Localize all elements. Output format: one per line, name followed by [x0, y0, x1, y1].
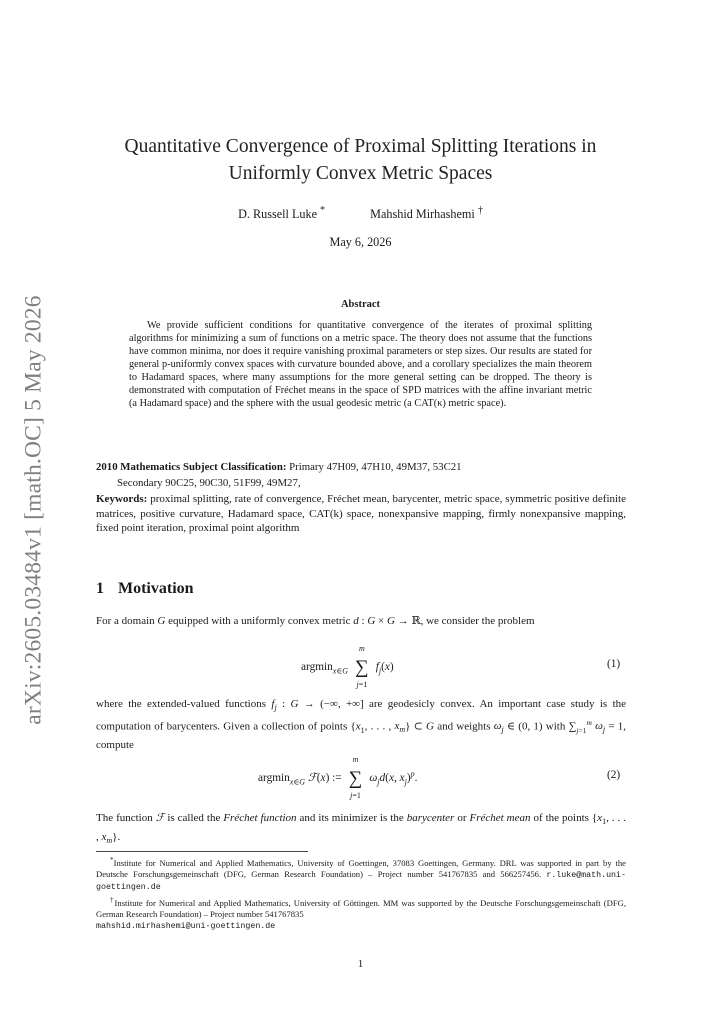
authors — [0, 205, 721, 222]
msc-primary: 2010 Mathematics Subject Classification: Primary 47H09, 47H10, 49M37, 53C21 — [96, 461, 462, 473]
section-heading: 1 Motivation — [96, 580, 194, 597]
paragraph-3: The function ℱ is called the Fréchet function and its minimizer is the barycenter or Fréchet mean of the points {$x_1$, . . . , $x_m$}. — [96, 812, 626, 845]
footnote-1-email[interactable]: r.luke@math.uni-goettingen.de — [96, 870, 626, 892]
arxiv-side-stamp: arXiv:2605.03484v1 [math.OC] 5 May 2026 — [20, 295, 47, 725]
abstract-body — [129, 319, 592, 410]
author-2: Mahshid Mirhashemi † — [370, 205, 483, 222]
date: May 6, 2026 — [329, 235, 392, 249]
paper-title — [0, 133, 721, 187]
paragraph-1: For a domain G equipped with a uniformly convex metric d : G × G → ℝ, we consider the problem — [96, 615, 535, 627]
footnote-1: *Institute for Numerical and Applied Mathematics, University of Goettingen, 37083 Goettingen, Germany. DRL was supported in part by the Deutsche Forschungsgemeinschaft (DFG, German Research Foundation) – Project number 541767835 and 566257456. r.luke@math.uni-goettingen.de — [96, 856, 626, 892]
paragraph-2: where the extended-valued functions $f_j$ : G → (−∞, +∞] are geodesicly convex. An important case study is the computation of barycenters. Given a collection of points {$x_1$, . . . , $x_m$} ⊂ G and weights $\omega_j$ ∈ (0, 1) with $\sum_{j=1}^m$ $\omega_j = 1$, compute — [96, 698, 627, 752]
abstract-heading: Abstract — [340, 299, 381, 310]
msc-secondary: Secondary 90C25, 90C30, 51F99, 49M27, — [117, 477, 301, 489]
equation-1-number: (1) — [607, 658, 621, 670]
footnote-2-email[interactable]: mahshid.mirhashemi@uni-goettingen.de — [96, 921, 276, 931]
page-number: 1 — [357, 958, 364, 970]
title-line-1: Quantitative Convergence of Proximal Splitting Iterations in — [124, 136, 597, 157]
title-line-2: Uniformly Convex Metric Spaces — [228, 163, 493, 184]
abstract-text: We provide sufficient conditions for quantitative convergence of the iterates of proximal splitting algorithms for minimizing a sum of functions on a metric space. The theory does not assume that the functions have common minima, nor does it require vanishing proximal parameters or step sizes. Our results are stated for general p-uniformly convex spaces with curvature bounded above, and a corollary specializes the main theorem to Hadamard spaces, where many assumptions for the more general setting can be dropped. The theory is demonstrated with computation of Fréchet means in the space of SPD matrices with the affine invariant metric (a Hadamard space) and the sphere with the usual geodesic metric (a CAT(κ) metric space). — [129, 320, 592, 409]
footnote-rule — [96, 851, 308, 852]
footnote-2: †Institute for Numerical and Applied Mathematics, University of Göttingen. MM was supported by the Deutsche Forschungsgemeinschaft (DFG, German Research Foundation) – Project number 541767835 mahshid.mirhashemi@uni-goettingen.de — [96, 896, 627, 931]
keywords: Keywords: proximal splitting, rate of convergence, Fréchet mean, barycenter, metric space, symmetric positive definite matrices, positive curvature, Hadamard space, CAT(k) space, nonexpansive mapping, firmly nonexpansive mapping, fixed point iteration, proximal point algorithm — [96, 493, 626, 534]
equation-2-number: (2) — [607, 769, 621, 781]
author-1: D. Russell Luke * — [238, 205, 326, 222]
